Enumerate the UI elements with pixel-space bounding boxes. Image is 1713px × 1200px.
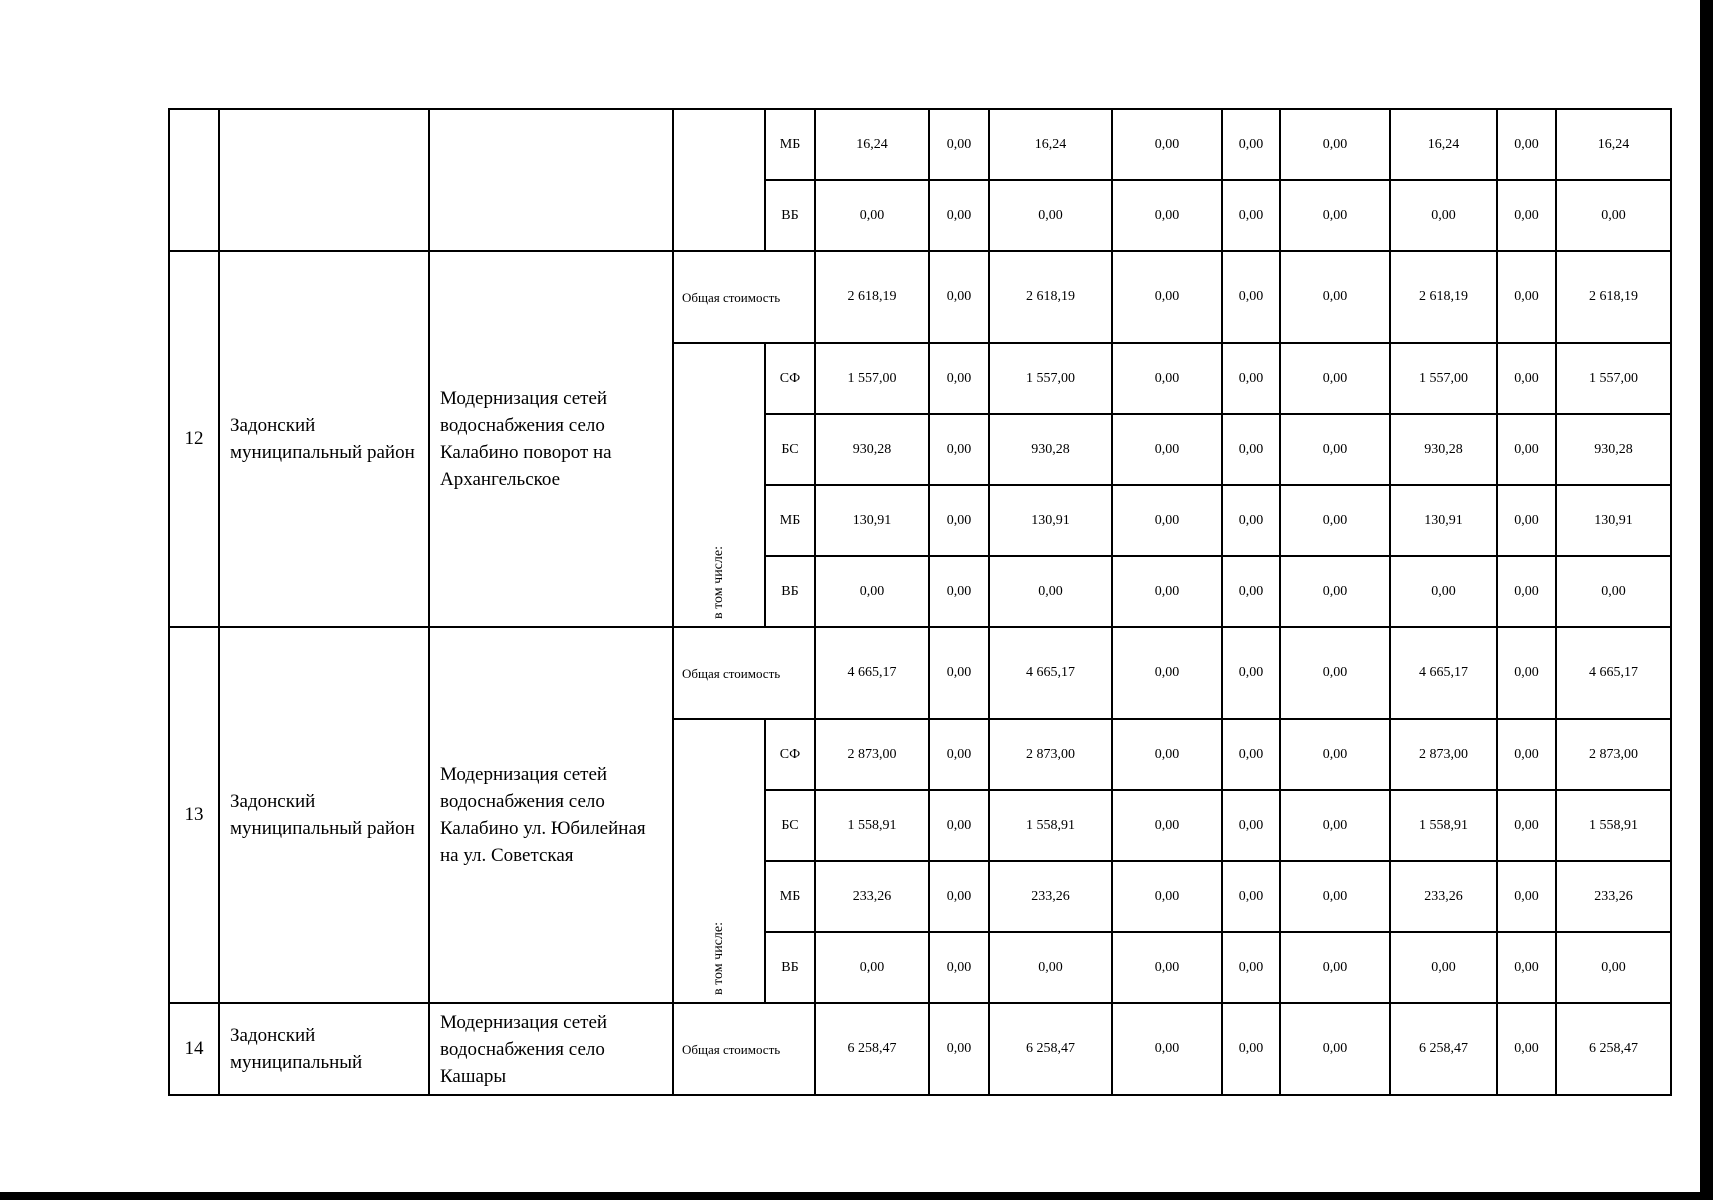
amount-cell: 0,00 [1280,932,1390,1003]
carryover-district-cell [219,109,429,251]
amount-cell: 0,00 [1222,627,1280,719]
amount-cell: 130,91 [1390,485,1497,556]
including-label: в том числе: [711,546,726,619]
amount-cell: 0,00 [1280,109,1390,180]
amount-cell: 130,91 [1556,485,1671,556]
amount-cell: 4 665,17 [1390,627,1497,719]
amount-cell: 4 665,17 [1556,627,1671,719]
amount-cell: 233,26 [1556,861,1671,932]
carryover-row [169,109,1671,180]
item-total-row [169,627,1671,719]
source-code: СФ [765,343,815,414]
carryover-project-cell [429,109,673,251]
amount-cell: 930,28 [1556,414,1671,485]
item-district: Задонский муниципальный [219,1003,429,1095]
carryover-number-cell [169,109,219,251]
amount-cell: 0,00 [929,251,989,343]
amount-cell: 0,00 [1222,180,1280,251]
item-district: Задонский муниципальный район [219,251,429,627]
amount-cell: 0,00 [929,790,989,861]
amount-cell: 0,00 [1222,485,1280,556]
scan-edge-right [1700,0,1713,1200]
amount-cell: 0,00 [989,556,1112,627]
amount-cell: 0,00 [1222,1003,1280,1095]
amount-cell: 1 557,00 [1390,343,1497,414]
amount-cell: 0,00 [1112,343,1222,414]
total-cost-label: Общая стоимость [673,251,815,343]
item-total-row [169,1003,1671,1095]
amount-cell: 0,00 [1112,932,1222,1003]
amount-cell: 6 258,47 [989,1003,1112,1095]
amount-cell: 0,00 [929,414,989,485]
amount-cell: 0,00 [1112,627,1222,719]
amount-cell: 0,00 [1112,719,1222,790]
amount-cell: 0,00 [989,180,1112,251]
amount-cell: 0,00 [1222,343,1280,414]
amount-cell: 1 558,91 [1390,790,1497,861]
source-code: ВБ [765,556,815,627]
amount-cell: 930,28 [815,414,929,485]
amount-cell: 130,91 [815,485,929,556]
amount-cell: 0,00 [1280,861,1390,932]
amount-cell: 0,00 [1497,343,1556,414]
amount-cell: 0,00 [1222,251,1280,343]
amount-cell: 0,00 [929,932,989,1003]
amount-cell: 0,00 [1280,1003,1390,1095]
amount-cell: 0,00 [1112,556,1222,627]
amount-cell: 930,28 [989,414,1112,485]
amount-cell: 130,91 [989,485,1112,556]
amount-cell: 1 557,00 [989,343,1112,414]
amount-cell: 0,00 [1222,719,1280,790]
item-number: 13 [169,627,219,1003]
amount-cell: 1 558,91 [1556,790,1671,861]
amount-cell: 0,00 [929,556,989,627]
amount-cell: 0,00 [929,109,989,180]
amount-cell: 0,00 [929,485,989,556]
amount-cell: 16,24 [815,109,929,180]
amount-cell: 1 557,00 [1556,343,1671,414]
amount-cell: 0,00 [1497,861,1556,932]
amount-cell: 0,00 [1112,414,1222,485]
amount-cell: 2 618,19 [989,251,1112,343]
amount-cell: 0,00 [989,932,1112,1003]
amount-cell: 0,00 [1497,414,1556,485]
source-code: ВБ [765,932,815,1003]
amount-cell: 0,00 [1497,790,1556,861]
amount-cell: 930,28 [1390,414,1497,485]
source-code: МБ [765,861,815,932]
source-code: ВБ [765,180,815,251]
amount-cell: 0,00 [815,180,929,251]
amount-cell: 0,00 [1112,251,1222,343]
amount-cell: 0,00 [1556,556,1671,627]
amount-cell: 0,00 [1280,485,1390,556]
amount-cell: 0,00 [815,932,929,1003]
amount-cell: 0,00 [1280,719,1390,790]
amount-cell: 233,26 [815,861,929,932]
source-code: БС [765,790,815,861]
amount-cell: 6 258,47 [1390,1003,1497,1095]
amount-cell: 0,00 [1112,180,1222,251]
item-number: 14 [169,1003,219,1095]
amount-cell: 0,00 [1497,719,1556,790]
amount-cell: 0,00 [1112,485,1222,556]
amount-cell: 0,00 [1112,790,1222,861]
item-project: Модернизация сетей водоснабжения село Кашары [429,1003,673,1095]
amount-cell: 0,00 [1280,251,1390,343]
amount-cell: 16,24 [989,109,1112,180]
item-project: Модернизация сетей водоснабжения село Калабино ул. Юбилейная на ул. Советская [429,627,673,1003]
amount-cell: 0,00 [1497,180,1556,251]
amount-cell: 0,00 [929,627,989,719]
amount-cell: 233,26 [1390,861,1497,932]
amount-cell: 2 618,19 [815,251,929,343]
amount-cell: 0,00 [1280,180,1390,251]
amount-cell: 0,00 [1222,790,1280,861]
including-label: в том числе: [711,922,726,995]
amount-cell: 16,24 [1390,109,1497,180]
amount-cell: 233,26 [989,861,1112,932]
amount-cell: 0,00 [929,861,989,932]
source-code: БС [765,414,815,485]
amount-cell: 0,00 [1112,861,1222,932]
item-number: 12 [169,251,219,627]
item-project: Модернизация сетей водоснабжения село Калабино поворот на Архангельское [429,251,673,627]
amount-cell: 0,00 [1222,932,1280,1003]
amount-cell: 0,00 [929,343,989,414]
amount-cell: 1 558,91 [815,790,929,861]
carryover-including-cell [673,109,765,251]
amount-cell: 2 873,00 [1556,719,1671,790]
source-code: СФ [765,719,815,790]
amount-cell: 0,00 [1280,343,1390,414]
amount-cell: 0,00 [1390,180,1497,251]
scan-edge-bottom [0,1192,1713,1200]
amount-cell: 0,00 [1280,627,1390,719]
amount-cell: 0,00 [1497,485,1556,556]
amount-cell: 2 618,19 [1390,251,1497,343]
source-code: МБ [765,109,815,180]
amount-cell: 2 873,00 [989,719,1112,790]
total-cost-label: Общая стоимость [673,1003,815,1095]
amount-cell: 0,00 [1556,932,1671,1003]
amount-cell: 16,24 [1556,109,1671,180]
amount-cell: 0,00 [1280,556,1390,627]
financing-table [168,108,1672,1096]
amount-cell: 0,00 [815,556,929,627]
amount-cell: 6 258,47 [1556,1003,1671,1095]
item-district: Задонский муниципальный район [219,627,429,1003]
amount-cell: 0,00 [1497,627,1556,719]
amount-cell: 2 618,19 [1556,251,1671,343]
total-cost-label: Общая стоимость [673,627,815,719]
amount-cell: 0,00 [1497,109,1556,180]
amount-cell: 2 873,00 [815,719,929,790]
amount-cell: 6 258,47 [815,1003,929,1095]
including-label-cell [673,719,765,1003]
amount-cell: 0,00 [1556,180,1671,251]
amount-cell: 0,00 [1280,790,1390,861]
amount-cell: 0,00 [1222,109,1280,180]
amount-cell: 0,00 [1497,251,1556,343]
amount-cell: 2 873,00 [1390,719,1497,790]
item-total-row [169,251,1671,343]
amount-cell: 0,00 [1497,556,1556,627]
amount-cell: 0,00 [929,1003,989,1095]
amount-cell: 0,00 [929,719,989,790]
amount-cell: 0,00 [1222,861,1280,932]
amount-cell: 0,00 [1390,932,1497,1003]
amount-cell: 0,00 [1497,1003,1556,1095]
source-code: МБ [765,485,815,556]
amount-cell: 0,00 [1112,109,1222,180]
amount-cell: 1 557,00 [815,343,929,414]
amount-cell: 0,00 [1280,414,1390,485]
amount-cell: 0,00 [1390,556,1497,627]
including-label-cell [673,343,765,627]
amount-cell: 0,00 [929,180,989,251]
amount-cell: 0,00 [1497,932,1556,1003]
amount-cell: 0,00 [1112,1003,1222,1095]
amount-cell: 0,00 [1222,414,1280,485]
amount-cell: 0,00 [1222,556,1280,627]
amount-cell: 1 558,91 [989,790,1112,861]
financing-table-sheet [168,108,1672,1096]
amount-cell: 4 665,17 [989,627,1112,719]
amount-cell: 4 665,17 [815,627,929,719]
